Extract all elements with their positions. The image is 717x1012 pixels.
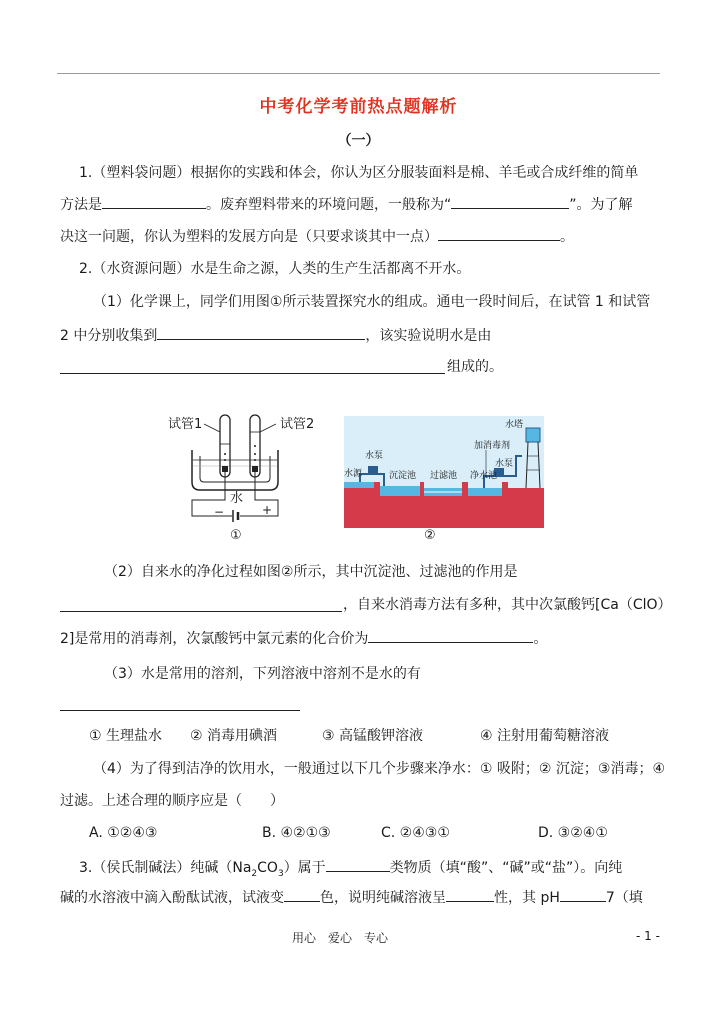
figure1-caption: ①	[230, 528, 242, 543]
q2-option-1: ① 生理盐水	[89, 728, 163, 744]
source-label: 水源	[344, 469, 363, 479]
answer-line[interactable]	[60, 611, 342, 612]
header-rule	[57, 73, 660, 74]
water-label: 水	[230, 491, 244, 506]
answer-line[interactable]	[60, 373, 445, 374]
q3-line1: 3.（侯氏制碱法）纯碱$(Na_2CO_3)$属于 类物质（填“酸”、“碱”或“盐”）。向纯	[79, 857, 622, 884]
tower-label: 水塔	[505, 420, 524, 430]
q2-part2-line3: 2]是常用的消毒剂，次氯酸钙中氯元素的化合价为 。	[60, 628, 547, 649]
pump1-label: 水泵	[365, 451, 384, 461]
q2-part2-line1: （2）自来水的净化过程如图②所示，其中沉淀池、过滤池的作用是	[104, 564, 518, 580]
q2-part4-line2: 过滤。上述合理的顺序应是（ ）	[60, 793, 284, 809]
q2-intro: 2.（水资源问题）水是生命之源，人类的生产生活都离不开水。	[79, 261, 471, 277]
answer-blank[interactable]	[157, 325, 365, 340]
figure2-caption: ②	[424, 528, 436, 543]
section-label: （一）	[337, 133, 380, 149]
q2-option-3: ③ 高锰酸钾溶液	[322, 728, 424, 744]
disinfect-label: 加消毒剂	[474, 441, 511, 451]
q2-option-2: ② 消毒用碘酒	[190, 728, 278, 744]
footer-motto: 用心 爱心 专心	[292, 931, 389, 945]
choice-c[interactable]: C. ②④③①	[381, 825, 450, 841]
q2-part1-line2: 2 中分别收集到 ，该实验说明水是由	[60, 325, 491, 346]
choice-a[interactable]: A. ①②④③	[89, 825, 158, 841]
answer-blank[interactable]	[284, 887, 320, 902]
q2-part4-line1: （4）为了得到洁净的饮用水，一般通过以下几个步骤来净水：① 吸附；② 沉淀；③消毒；④	[93, 761, 666, 777]
q2-part1-line1: （1）化学课上，同学们用图①所示装置探究水的组成。通电一段时间后，在试管 1 和试管	[93, 294, 651, 310]
plus-label: +	[262, 503, 273, 517]
q1-line3: 决这一问题，你认为塑料的发展方向是（只要求谈其中一点） 。	[60, 226, 574, 247]
minus-label: −	[214, 505, 225, 519]
answer-blank[interactable]	[368, 628, 533, 643]
q2-part2-line2: ，自来水消毒方法有多种，其中次氯酸钙[Ca（ClO）	[343, 597, 672, 613]
answer-line[interactable]	[60, 710, 300, 711]
choice-d[interactable]: D. ③②④①	[538, 825, 608, 841]
page-number: - 1 -	[636, 929, 660, 943]
pump2-label: 水泵	[495, 459, 514, 469]
q2-part1-line3: 组成的。	[447, 359, 503, 375]
q2-option-4: ④ 注射用葡萄糖溶液	[480, 728, 610, 744]
tube1-label: 试管1	[168, 417, 203, 432]
filter-label: 过滤池	[430, 471, 458, 481]
choice-b[interactable]: B. ④②①③	[262, 825, 331, 841]
q2-part3-line1: （3）水是常用的溶剂，下列溶液中溶剂不是水的有	[104, 666, 421, 682]
answer-blank[interactable]	[560, 887, 606, 902]
page-title: 中考化学考前热点题解析	[259, 97, 458, 117]
clean-label: 净水池	[470, 471, 498, 481]
answer-blank[interactable]	[446, 887, 494, 902]
answer-blank[interactable]	[451, 194, 569, 209]
answer-blank[interactable]	[326, 857, 390, 872]
settle-label: 沉淀池	[389, 471, 417, 481]
q1-line2: 方法是 。废弃塑料带来的环境问题，一般称为“ ”。为了解	[60, 194, 633, 215]
q3-line2: 碱的水溶液中滴入酚酞试液，试液变 色，说明纯碱溶液呈 性，其 pH 7（填	[60, 887, 643, 908]
q1-line1: 1.（塑料袋问题）根据你的实践和体会，你认为区分服装面料是棉、羊毛或合成纤维的简单	[79, 165, 639, 181]
answer-blank[interactable]	[102, 194, 206, 209]
tube2-label: 试管2	[280, 417, 315, 432]
answer-blank[interactable]	[438, 226, 560, 241]
